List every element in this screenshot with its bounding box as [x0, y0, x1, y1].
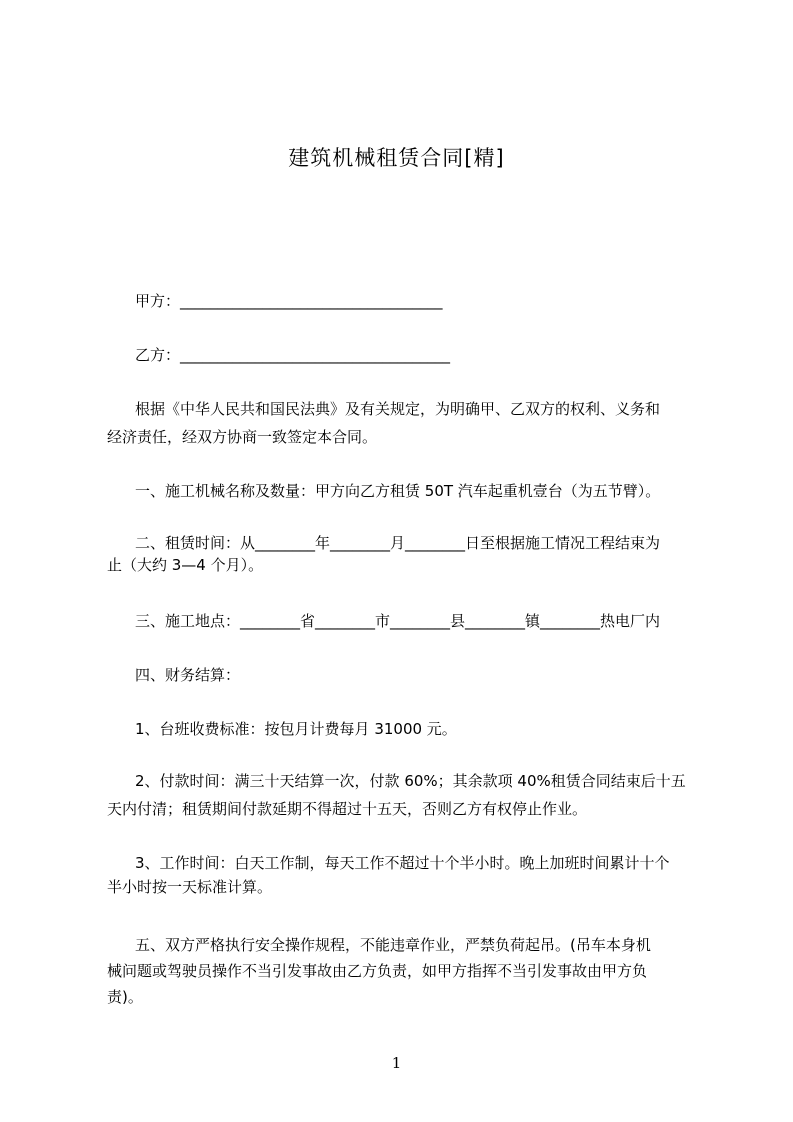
- party-a-line: 甲方：___________________________________: [135, 292, 443, 310]
- clause-4-1: 1、台班收费标准：按包月计费每月 31000 元。: [135, 720, 457, 738]
- clause-1: 一、施工机械名称及数量：甲方向乙方租赁 50T 汽车起重机壹台（为五节臂）。: [135, 482, 661, 500]
- clause-3: 三、施工地点：________省________市________县________镇________热电厂内: [135, 612, 661, 630]
- clause-5-line-1: 五、双方严格执行安全操作规程，不能违章作业，严禁负荷起吊。(吊车本身机: [120, 936, 651, 954]
- clause-2-line-1: 二、租赁时间：从________年________月________日至根据施工情况工程结束为: [135, 534, 661, 552]
- clause-5-line-3: 责)。: [107, 988, 143, 1006]
- clause-4-2-line-1: 2、付款时间：满三十天结算一次，付款 60%；其余款项 40%租赁合同结束后十五: [135, 772, 686, 790]
- clause-4-3-line-2: 半小时按一天标准计算。: [107, 878, 273, 896]
- clause-5-line-2: 械问题或驾驶员操作不当引发事故由乙方负责，如甲方指挥不当引发事故由甲方负: [107, 962, 648, 980]
- clause-4-2-line-2: 天内付清；租赁期间付款延期不得超过十五天，否则乙方有权停止作业。: [107, 800, 588, 818]
- clause-2-line-2: 止（大约 3—4 个月）。: [107, 556, 264, 574]
- party-b-line: 乙方：____________________________________: [135, 346, 451, 364]
- page-number: 1: [391, 1054, 402, 1072]
- document-title: 建筑机械租赁合同[精]: [288, 146, 505, 170]
- clause-4-3-line-1: 3、工作时间：白天工作制，每天工作不超过十个半小时。晚上加班时间累计十个: [120, 854, 670, 872]
- preamble-line-1: 根据《中华人民共和国民法典》及有关规定，为明确甲、乙双方的权利、义务和: [120, 400, 661, 418]
- clause-4-heading: 四、财务结算：: [135, 666, 241, 684]
- preamble-line-2: 经济责任，经双方协商一致签定本合同。: [107, 428, 378, 446]
